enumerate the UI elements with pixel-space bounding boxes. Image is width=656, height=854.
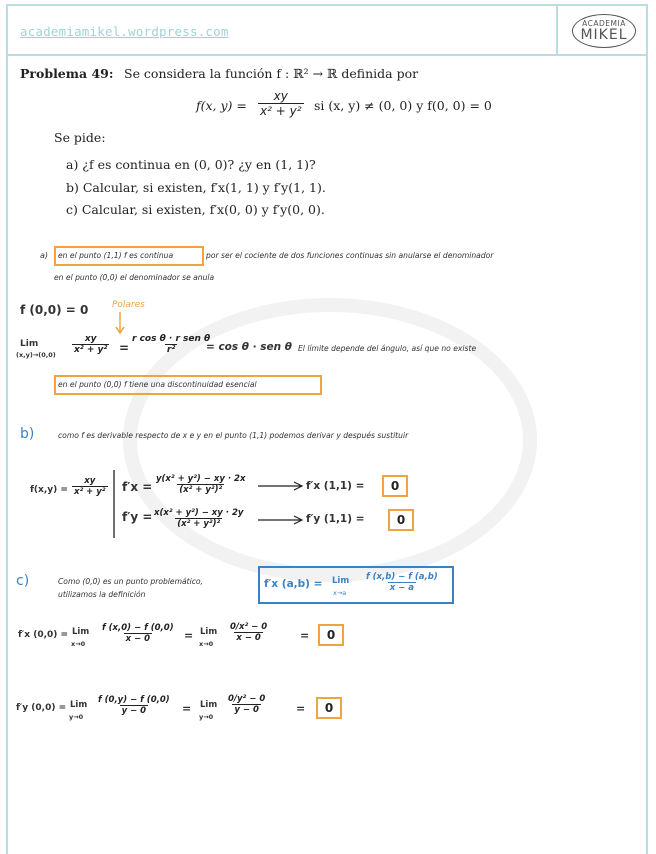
logo-box (556, 6, 646, 54)
problem-statement: Se considera la función f : ℝ² → ℝ definida por (124, 66, 419, 81)
sol-b-fdef: f(x,y) = (30, 485, 68, 495)
eq-sign: = (119, 341, 130, 355)
sol-a-boxed-text: en el punto (1,1) f es continua (58, 251, 174, 260)
sol-b-fy-label: f′y = (122, 510, 153, 524)
site-link[interactable]: academiamikel.wordpress.com (20, 24, 229, 39)
function-def-lhs: f(x, y) = (196, 98, 247, 113)
problem-label: Problema 49: (20, 66, 114, 81)
sol-b-fx-arrow-icon (258, 480, 306, 492)
lim-label: Lim (20, 339, 39, 349)
sol-c-fx-lim: Lim (72, 627, 90, 637)
f00-value: f (0,0) = 0 (20, 303, 89, 317)
sol-c-fy-sub2: y→0 (199, 713, 214, 721)
sol-b-text: como f es derivable respecto de x e y en el punto (1,1) podemos derivar y después sustituir (58, 431, 409, 440)
sol-c-fx-eq1: = (184, 629, 194, 642)
sol-c-fx-sub2: x→0 (199, 640, 214, 648)
sol-b-fy-answer: 0 (388, 509, 414, 531)
sol-c-label: c) (16, 573, 30, 589)
sol-b-fx-fraction: $\frac{\text{y(x² + y²) − xy · 2x}}{\text{(x² + y²)²}}$ (156, 474, 246, 495)
sol-c-fy-fraction-2: $\frac{\text{0/y² − 0}}{y - 0}$ (228, 694, 266, 715)
asks-label: Se pide: (54, 130, 106, 145)
sol-c-text1: Como (0,0) es un punto problemático, (58, 577, 203, 586)
sol-b-label: b) (20, 426, 35, 442)
sol-b-f-fraction: $\frac{xy}{\text{x² + y²}}$ (74, 476, 106, 497)
sol-c-def-lim: Lim (332, 576, 350, 586)
sol-b-fy-fraction: $\frac{\text{x(x² + y²) − xy · 2y}}{\text{(x² + y²)²}}$ (154, 508, 244, 529)
item-b: b) Calcular, si existen, f′x(1, 1) y f′y(1, 1). (66, 180, 326, 195)
header (8, 6, 646, 56)
sol-c-def-fraction: $\frac{f (x,b) - f (a,b)}{x - a}$ (366, 572, 438, 593)
lim-subscript: (x,y)→(0,0) (16, 351, 56, 359)
sol-c-fy-lim2: Lim (200, 700, 218, 710)
sol-c-fx-sub: x→0 (71, 640, 86, 648)
item-c: c) Calcular, si existen, f′x(0, 0) y f′y(0, 0). (66, 202, 325, 217)
sol-c-fy-fraction-1: $\frac{f (0,y) - f (0,0)}{y - 0}$ (98, 695, 170, 716)
sol-b-fx-answer: 0 (382, 475, 408, 497)
sol-c-fx-lim2: Lim (200, 627, 218, 637)
academia-mikel-logo: ACADEMIA MIKEL (572, 14, 636, 48)
sol-c-fx-fraction-1: $\frac{f (x,0) - f (0,0)}{x - 0}$ (102, 623, 174, 644)
sol-c-fx-eq2: = (300, 629, 310, 642)
sol-c-fx-lhs: f′x (0,0) = (18, 630, 69, 640)
sol-b-divider (112, 470, 116, 538)
item-a: a) ¿f es continua en (0, 0)? ¿y en (1, 1)? (66, 157, 316, 172)
limit-note: El límite depende del ángulo, así que no existe (298, 344, 477, 353)
sol-c-text2: utilizamos la definición (58, 590, 146, 599)
sol-c-def-lhs: f′x (a,b) = (264, 578, 323, 590)
sol-c-fy-lhs: f′y (0,0) = (16, 703, 67, 713)
polares-note: Polares (112, 300, 145, 310)
function-def-fraction: $\frac{xy}{\text{x² + y²}}$ (260, 89, 302, 118)
function-def-rest: si (x, y) ≠ (0, 0) y f(0, 0) = 0 (314, 98, 492, 113)
sol-a-prefix: a) (40, 251, 49, 260)
sol-c-fy-answer: 0 (316, 697, 342, 719)
sol-b-fy-arrow-icon (258, 514, 306, 526)
sol-c-fx-answer: 0 (318, 624, 344, 646)
sol-c-def-sub: x→a (333, 589, 347, 597)
limit-fraction-2: r cos θ · r sen θ r² (132, 334, 211, 355)
sol-a-rest-text: por ser el cociente de dos funciones continuas sin anularse el denominador (206, 251, 494, 260)
limit-result: = cos θ · sen θ (206, 341, 293, 353)
sol-c-fy-eq2: = (296, 702, 306, 715)
sol-b-fx-label: f′x = (122, 480, 153, 494)
sol-a-line2: en el punto (0,0) el denominador se anula (54, 273, 215, 282)
sol-b-fy-eval: f′y (1,1) = (306, 513, 365, 525)
sol-a-conclusion: en el punto (0,0) f tiene una discontinuidad esencial (58, 380, 257, 389)
sol-c-fy-eq1: = (182, 702, 192, 715)
sol-c-fx-fraction-2: $\frac{\text{0/x² − 0}}{x - 0}$ (230, 622, 268, 643)
polares-arrow-icon (112, 312, 128, 336)
sol-b-fx-eval: f′x (1,1) = (306, 480, 365, 492)
sol-c-fy-sub: y→0 (69, 713, 84, 721)
sol-c-fy-lim: Lim (70, 700, 88, 710)
limit-fraction-1: $\frac{xy}{\text{x² + y²}}$ (74, 334, 108, 355)
